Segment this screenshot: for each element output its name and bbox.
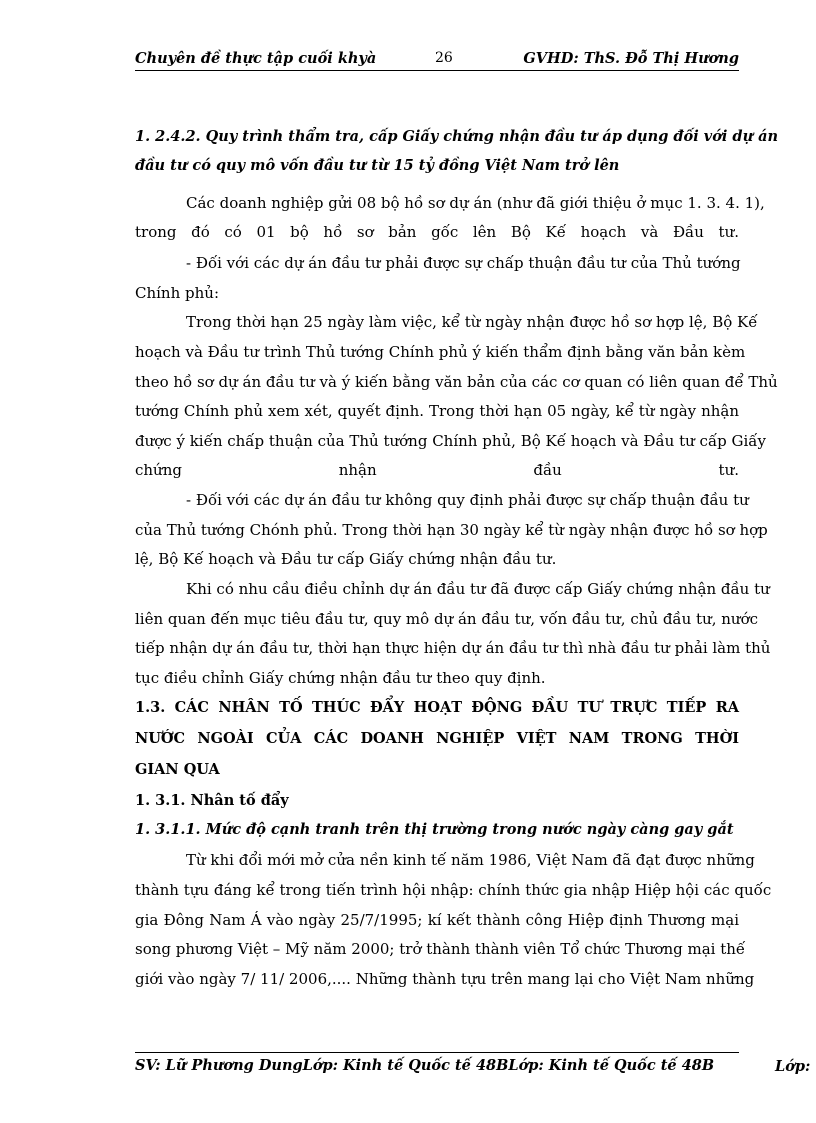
header-advisor: GVHD: ThS. Đỗ Thị Hương	[523, 50, 739, 67]
section-heading-continued: GIAN QUA	[135, 761, 220, 778]
page-number: 26	[435, 50, 453, 66]
paragraph-line: - Đối với các dự án đầu tư không quy định phải được sự chấp thuận đầu tư	[186, 491, 749, 509]
header-title: Chuyên đề thực tập cuối khyà	[135, 50, 377, 67]
paragraph-line: song phương Việt – Mỹ năm 2000; trở thành thành viên Tổ chức Thương mại thế	[135, 940, 746, 958]
paragraph-line: - Đối với các dự án đầu tư phải được sự chấp thuận đầu tư của Thủ tướng	[186, 254, 741, 272]
paragraph-line: hoạch và Đầu tư trình Thủ tướng Chính phủ ý kiến thẩm định bằng văn bản kèm	[135, 343, 746, 361]
paragraph-line: Khi có nhu cầu điều chỉnh dự án đầu tư đã được cấp Giấy chứng nhận đầu tư	[186, 580, 770, 598]
paragraph-line: tục điều chỉnh Giấy chứng nhận đầu tư theo quy định.	[135, 669, 546, 687]
paragraph-line: theo hồ sơ dự án đầu tư và ý kiến bằng văn bản của các cơ quan có liên quan để Thủ	[135, 373, 778, 391]
paragraph-line: liên quan đến mục tiêu đầu tư, quy mô dự án đầu tư, vốn đầu tư, chủ đầu tư, nước	[135, 610, 759, 628]
section-heading-continued: NƯỚC NGOÀI CỦA CÁC DOANH NGHIỆP VIỆT NAM TRONG THỜI	[135, 730, 739, 747]
section-heading-1-3: 1.3. CÁC NHÂN TỐ THÚC ĐẨY HOẠT ĐỘNG ĐẦU TƯ TRỰC TIẾP RA	[135, 699, 739, 716]
paragraph-line: giới vào ngày 7/ 11/ 2006,.... Những thành tựu trên mang lại cho Việt Nam những	[135, 970, 755, 988]
paragraph-line: gia Đông Nam Á vào ngày 25/7/1995; kí kết thành công Hiệp định Thương mại	[135, 911, 739, 929]
page-footer	[135, 1052, 739, 1074]
subsection-heading-1-3-1-1: 1. 3.1.1. Mức độ cạnh tranh trên thị trường trong nước ngày càng gay gắt	[135, 821, 734, 838]
subsection-heading-continued: đầu tư có quy mô vốn đầu tư từ 15 tỷ đồng Việt Nam trở lên	[135, 157, 620, 174]
paragraph-line: tiếp nhận dự án đầu tư, thời hạn thực hiện dự án đầu tư thì nhà đầu tư phải làm thủ	[135, 639, 771, 657]
paragraph-line: Các doanh nghiệp gửi 08 bộ hồ sơ dự án (như đã giới thiệu ở mục 1. 3. 4. 1),	[186, 194, 765, 212]
page-header	[135, 48, 739, 71]
paragraph-line: lệ, Bộ Kế hoạch và Đầu tư cấp Giấy chứng nhận đầu tư.	[135, 550, 557, 568]
footer-class-label: Lớp:	[775, 1058, 811, 1075]
paragraph-line: chứng nhận đầu tư.	[135, 461, 739, 479]
footer-student-info: SV: Lữ Phương DungLớp: Kinh tế Quốc tế 48BLớp: Kinh tế Quốc tế 48B	[135, 1057, 715, 1074]
paragraph-line: được ý kiến chấp thuận của Thủ tướng Chính phủ, Bộ Kế hoạch và Đầu tư cấp Giấy	[135, 432, 766, 450]
paragraph-line: của Thủ tướng Chónh phủ. Trong thời hạn 30 ngày kể từ ngày nhận được hồ sơ hợp	[135, 521, 768, 539]
paragraph-line: thành tựu đáng kể trong tiến trình hội nhập: chính thức gia nhập Hiệp hội các quốc	[135, 881, 772, 899]
subsection-heading-1-3-1: 1. 3.1. Nhân tố đẩy	[135, 792, 289, 809]
subsection-heading-1-2-4-2: 1. 2.4.2. Quy trình thẩm tra, cấp Giấy chứng nhận đầu tư áp dụng đối với dự án	[135, 128, 779, 145]
paragraph-line: tướng Chính phủ xem xét, quyết định. Trong thời hạn 05 ngày, kể từ ngày nhận	[135, 402, 739, 420]
paragraph-line: Chính phủ:	[135, 284, 220, 302]
paragraph-line: Trong thời hạn 25 ngày làm việc, kể từ ngày nhận được hồ sơ hợp lệ, Bộ Kế	[186, 313, 758, 331]
paragraph-line: Từ khi đổi mới mở cửa nền kinh tế năm 1986, Việt Nam đã đạt được những	[186, 851, 755, 869]
paragraph-line: trong đó có 01 bộ hồ sơ bản gốc lên Bộ Kế hoạch và Đầu tư.	[135, 223, 739, 241]
